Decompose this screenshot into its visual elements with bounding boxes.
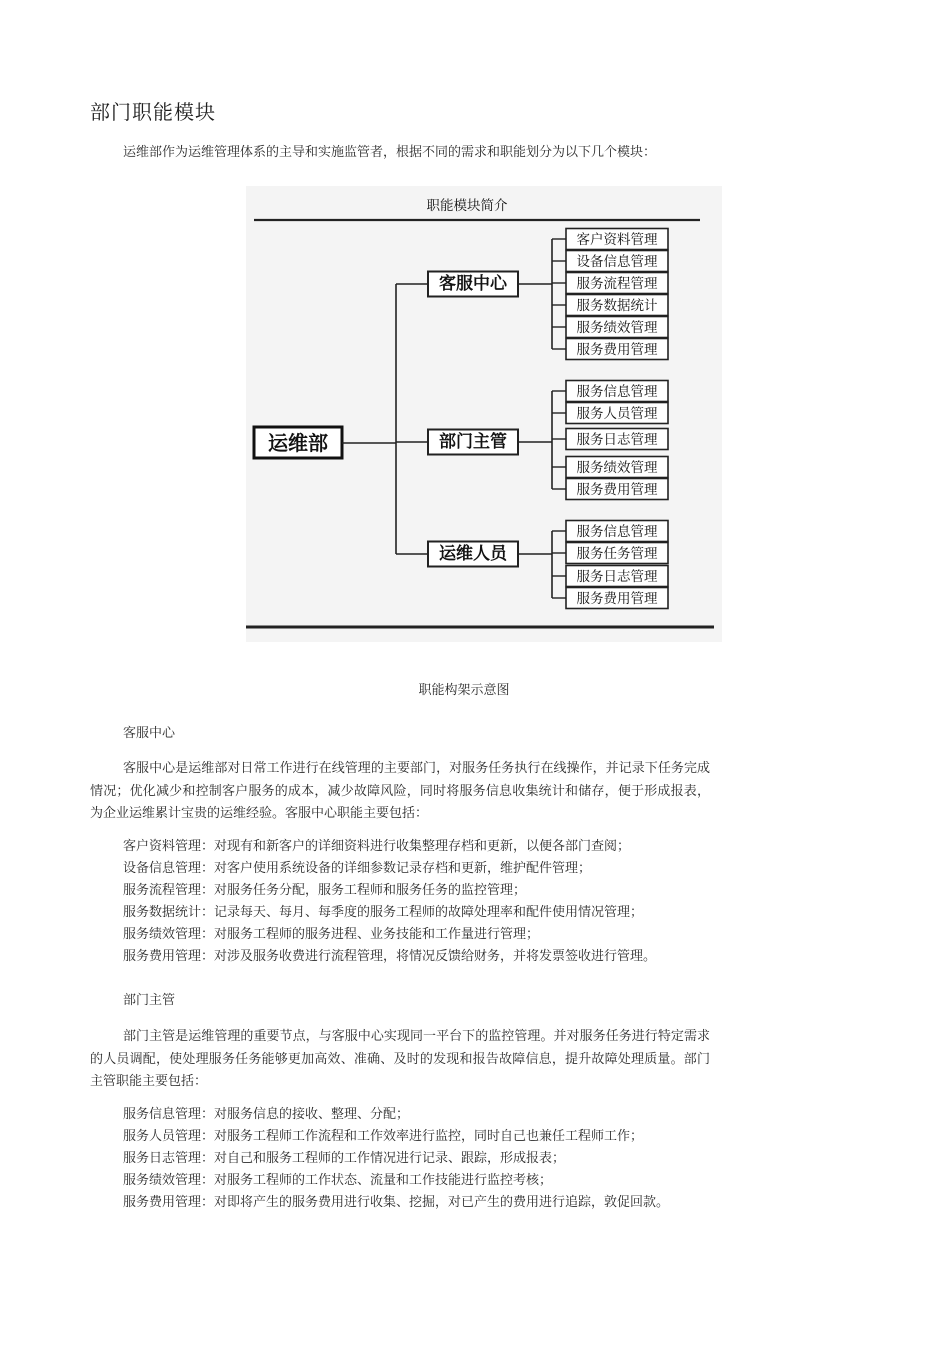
root-label: 运维部 xyxy=(268,431,328,455)
leaf-label: 服务绩效管理 xyxy=(576,320,658,336)
list-item: 服务人员管理：对服务工程师工作流程和工作效率进行监控，同时自己也兼任工程师工作； xyxy=(123,1129,644,1144)
org-diagram-svg xyxy=(246,186,722,642)
list-item: 服务日志管理：对自己和服务工程师的工作情况进行记录、跟踪，形成报表； xyxy=(123,1151,566,1166)
diagram-caption: 职能构架示意图 xyxy=(418,683,510,698)
page-title: 部门职能模块 xyxy=(90,100,216,124)
function-list-service-center xyxy=(123,836,656,968)
leaf-label: 服务费用管理 xyxy=(576,342,658,358)
leaf-label: 服务信息管理 xyxy=(576,524,658,540)
list-item: 客户资料管理：对现有和新客户的详细资料进行收集整理存档和更新，以便各部门查阅； xyxy=(123,839,631,854)
section-paragraph-department-head: 部门主管是运维管理的重要节点，与客服中心实现同一平台下的监控管理。并对服务任务进行特定需求的人员调配，使处理服务任务能够更加高效、准确、及时的发现和报告故障信息，提升故障处理质量。部门主管职能主要包括： xyxy=(90,1029,710,1089)
list-item: 服务费用管理：对即将产生的服务费用进行收集、挖掘，对已产生的费用进行追踪，敦促回款。 xyxy=(123,1195,670,1210)
leaf-label: 服务绩效管理 xyxy=(576,460,658,476)
branch-label: 运维人员 xyxy=(439,544,507,564)
section-heading-department-head: 部门主管 xyxy=(123,993,176,1008)
leaf-label: 服务流程管理 xyxy=(576,276,658,292)
section-heading-service-center: 客服中心 xyxy=(123,726,176,741)
leaf-label: 服务费用管理 xyxy=(576,591,658,607)
leaf-label: 服务任务管理 xyxy=(576,546,658,562)
diagram-title: 职能模块简介 xyxy=(426,198,508,214)
leaf-label: 服务数据统计 xyxy=(576,298,658,314)
list-item: 服务信息管理：对服务信息的接收、整理、分配； xyxy=(123,1107,410,1122)
leaf-label: 服务日志管理 xyxy=(576,432,658,448)
list-item: 服务绩效管理：对服务工程师的服务进程、业务技能和工作量进行管理； xyxy=(123,927,540,942)
list-item: 服务费用管理：对涉及服务收费进行流程管理，将情况反馈给财务，并将发票签收进行管理。 xyxy=(123,949,657,964)
function-list-department-head xyxy=(123,1104,669,1214)
leaf-label: 服务信息管理 xyxy=(576,384,658,400)
section-paragraph-service-center: 客服中心是运维部对日常工作进行在线管理的主要部门，对服务任务执行在线操作，并记录下任务完成情况；优化减少和控制客户服务的成本，减少故障风险，同时将服务信息收集统计和储存，便于形成报表，为企业运维累计宝贵的运维经验。客服中心职能主要包括： xyxy=(90,761,710,821)
leaf-label: 服务费用管理 xyxy=(576,482,658,498)
leaf-label: 客户资料管理 xyxy=(576,232,658,248)
branch-label: 部门主管 xyxy=(439,432,507,452)
branch-label: 客服中心 xyxy=(439,274,507,294)
list-item: 服务绩效管理：对服务工程师的工作状态、流量和工作技能进行监控考核； xyxy=(123,1173,553,1188)
intro-paragraph: 运维部作为运维管理体系的主导和实施监管者，根据不同的需求和职能划分为以下几个模块： xyxy=(123,145,657,160)
org-diagram xyxy=(246,186,722,642)
leaf-label: 设备信息管理 xyxy=(576,254,658,270)
list-item: 服务流程管理：对服务任务分配，服务工程师和服务任务的监控管理； xyxy=(123,883,527,898)
leaf-label: 服务人员管理 xyxy=(576,406,658,422)
list-item: 设备信息管理：对客户使用系统设备的详细参数记录存档和更新，维护配件管理； xyxy=(123,861,592,876)
list-item: 服务数据统计：记录每天、每月、每季度的服务工程师的故障处理率和配件使用情况管理； xyxy=(123,905,644,920)
leaf-label: 服务日志管理 xyxy=(576,569,658,585)
